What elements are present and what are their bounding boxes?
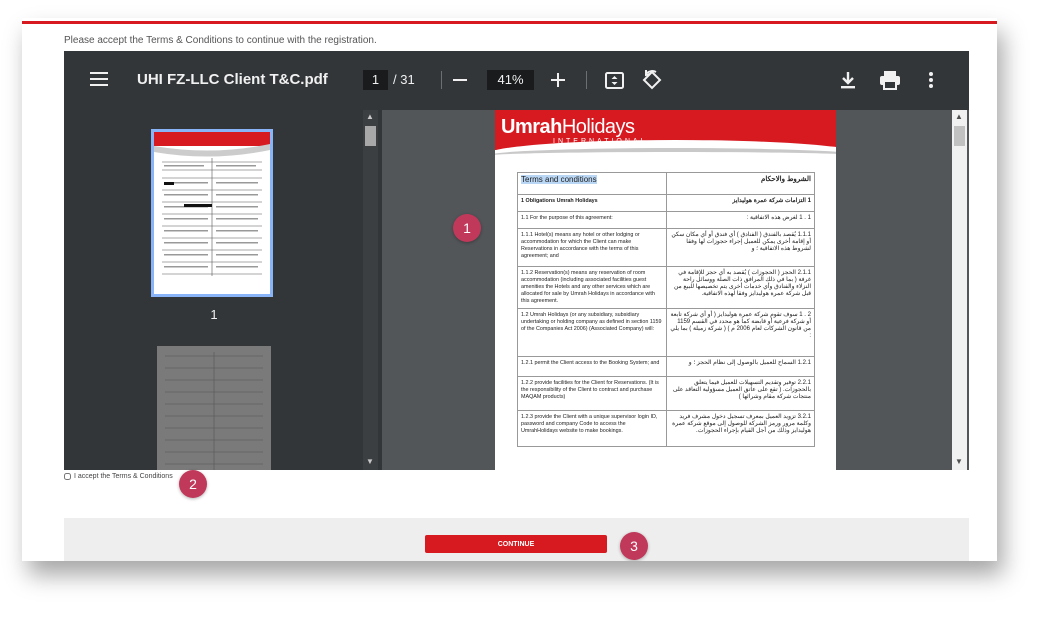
terms-table xyxy=(517,172,815,447)
thumbnail-preview xyxy=(154,132,270,294)
scroll-down-arrow-icon[interactable]: ▼ xyxy=(955,457,963,466)
toolbar-divider xyxy=(441,71,442,89)
top-red-rule xyxy=(22,21,997,24)
brand-logo: UmrahHolidays xyxy=(501,116,635,138)
terms-cell-english: 1.2 Umrah Holidays (or any subsidiary, subsidiary undertaking or holding company as defined in section 1159 of the Companies Act 2006) (Associated Company) will: xyxy=(518,309,667,357)
zoom-out-icon[interactable] xyxy=(453,79,467,81)
terms-cell-english: Terms and conditions xyxy=(518,173,667,195)
thumbnail-sidebar xyxy=(64,110,382,470)
page-separator: / xyxy=(393,72,397,87)
scroll-up-arrow-icon[interactable]: ▲ xyxy=(955,112,963,121)
thumbnail-page-number: 1 xyxy=(210,307,218,322)
toolbar-divider xyxy=(586,71,587,89)
rotate-icon[interactable] xyxy=(641,69,663,91)
accept-terms-row[interactable] xyxy=(64,473,173,480)
terms-cell-english: 1.2.3 provide the Client with a unique supervisor login ID, password and company Code to access the UmrahHolidays website to make bookings. xyxy=(518,411,667,447)
terms-cell-arabic: 1 التزامات شركة عمرة هوليدايز xyxy=(666,195,815,212)
terms-cell-english: 1.2.1 permit the Client access to the Booking System; and xyxy=(518,357,667,377)
callout-badge-3: 3 xyxy=(620,532,648,560)
callout-badge-1: 1 xyxy=(453,214,481,242)
menu-icon[interactable] xyxy=(90,71,110,89)
terms-row xyxy=(518,173,815,195)
thumbnail-scrollbar[interactable] xyxy=(363,110,378,470)
page-thumbnail-1[interactable] xyxy=(151,129,273,297)
thumbnail-preview xyxy=(157,346,271,470)
fit-page-icon[interactable] xyxy=(604,70,625,91)
terms-cell-english: 1.1.2 Reservation(s) means any reservation of room accommodation (including associated facilities guest amenities the Hotels and any other services which are allocated for sale by Umrah Holidays in accordance with this agreement. xyxy=(518,267,667,309)
terms-cell-arabic: الشروط والاحكام xyxy=(666,173,815,195)
scrollbar-thumb[interactable] xyxy=(954,126,965,146)
scroll-down-arrow-icon[interactable]: ▼ xyxy=(366,457,374,466)
total-pages: 31 xyxy=(400,72,415,87)
terms-cell-english: 1 Obligations Umrah Holidays xyxy=(518,195,667,212)
terms-cell-arabic: 2 . 1 سوف تقوم شركة عمرة هوليدايز ( أو أي شركة تابعة أو شركة فرعية أو قابضة كما هو محدد في القسم 1159 من قانون الشركات لعام 2006 م ) ( شركة زميلة ) بما يلي : xyxy=(666,309,815,357)
pdf-viewer xyxy=(64,51,969,470)
terms-cell-arabic: 2.1.1 الحجز ( الحجوزات ) يُقصد به أي حجز للإقامة في غرفة ( بما في ذلك المرافق ذات الصلة ووسائل راحة النزلاء والفنادق وأي خدمات أخرى يتم تخصيصها للبيع من قبل شركة عمرة هوليدايز وفقا لهذه الاتفاقية. xyxy=(666,267,815,309)
pdf-toolbar xyxy=(64,51,969,110)
terms-row xyxy=(518,357,815,377)
terms-row xyxy=(518,411,815,447)
terms-row xyxy=(518,309,815,357)
footer-panel xyxy=(64,518,969,561)
pdf-file-name: UHI FZ-LLC Client T&C.pdf xyxy=(137,71,328,88)
terms-row xyxy=(518,229,815,267)
current-page-input[interactable]: 1 xyxy=(363,70,388,90)
terms-cell-english: 1.1.1 Hotel(s) means any hotel or other lodging or accommodation for which the Client can make Reservations in accordance with the terms of this agreement; and xyxy=(518,229,667,267)
terms-row xyxy=(518,212,815,229)
terms-cell-arabic: 2.2.1 توفير وتقديم التسهيلات للعميل فيما يتعلق بالحجوزات. ( تقع على عاتق العميل مسؤولية التعاقد على منتجات شركة مقام وشرائها ) xyxy=(666,377,815,411)
terms-cell-arabic: 1.2.1 السماح للعميل بالوصول إلى نظام الحجز ؛ و xyxy=(666,357,815,377)
terms-row xyxy=(518,377,815,411)
page-total xyxy=(393,72,415,87)
terms-cell-arabic: 3.2.1 تزويد العميل بمعرف تسجيل دخول مشرف فريد وكلمة مرور ورمز الشركة للوصول إلى موقع شركة عمرة هوليدايز وذلك من أجل القيام بإجراء الحجوزات. xyxy=(666,411,815,447)
scrollbar-thumb[interactable] xyxy=(365,126,376,146)
accept-terms-label: I accept the Terms & Conditions xyxy=(74,473,173,480)
scroll-up-arrow-icon[interactable]: ▲ xyxy=(366,112,374,121)
registration-card xyxy=(22,18,997,561)
pdf-page xyxy=(495,110,836,470)
print-icon[interactable] xyxy=(879,70,901,90)
brand-subtitle: INTERNATIONAL xyxy=(553,138,648,145)
terms-row xyxy=(518,195,815,212)
zoom-level-input[interactable]: 41% xyxy=(487,70,534,90)
terms-cell-arabic: 1 . 1 لغرض هذه الاتفاقية : xyxy=(666,212,815,229)
terms-row xyxy=(518,267,815,309)
document-scrollbar[interactable] xyxy=(952,110,967,470)
page-thumbnail-2[interactable] xyxy=(157,346,271,470)
callout-badge-2: 2 xyxy=(179,470,207,498)
pdf-document-area[interactable] xyxy=(382,110,969,470)
terms-cell-english: 1.2.2 provide facilities for the Client for Reservations. (It is the responsibility of the Client to contract and purchase MAQAM products) xyxy=(518,377,667,411)
instruction-text: Please accept the Terms & Conditions to continue with the registration. xyxy=(64,35,377,46)
more-options-icon[interactable] xyxy=(928,71,934,89)
download-icon[interactable] xyxy=(839,70,857,90)
accept-terms-checkbox[interactable] xyxy=(64,473,71,480)
terms-cell-arabic: 1.1.1 يُقصد بالفندق ( الفنادق ) أي فندق أو أي مكان سكن أو إقامة أخرى يمكن للعميل إجراء حجوزات لها وفقا لشروط هذه الاتفاقية ؛ و xyxy=(666,229,815,267)
continue-button[interactable]: CONTINUE xyxy=(425,535,607,553)
terms-cell-english: 1.1 For the purpose of this agreement: xyxy=(518,212,667,229)
